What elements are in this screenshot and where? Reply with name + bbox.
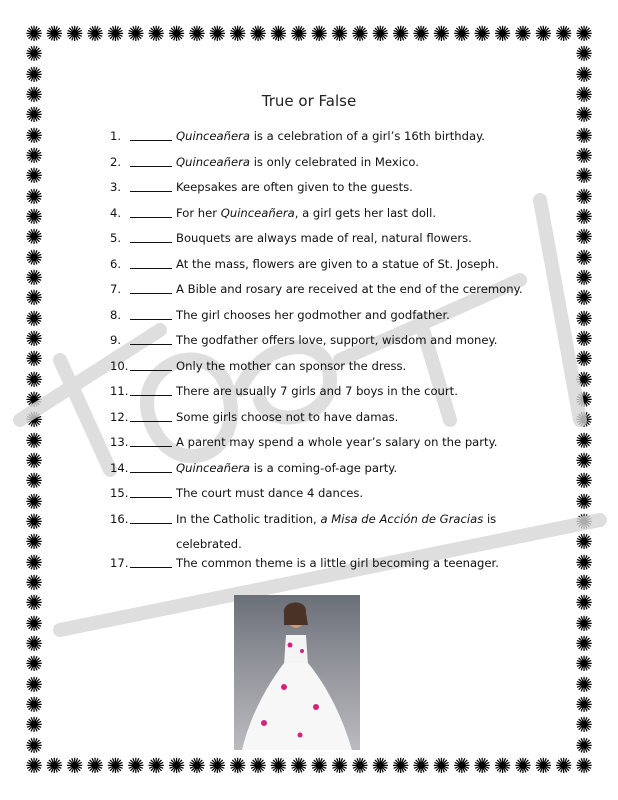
question-list — [110, 128, 523, 580]
answer-blank[interactable] — [130, 383, 172, 396]
flower-icon: ✺ — [575, 713, 593, 738]
answer-blank[interactable] — [130, 307, 172, 320]
question-item — [110, 460, 510, 486]
question-number: 12. — [110, 409, 129, 424]
flower-icon: ✺ — [25, 266, 43, 290]
flower-icon: ✺ — [432, 754, 451, 778]
answer-blank[interactable] — [130, 358, 172, 371]
text-segment: A parent may spend a whole year’s salary on the party. — [176, 435, 498, 449]
flower-icon: ✺ — [330, 754, 349, 778]
flower-icon: ✺ — [45, 754, 64, 778]
answer-blank[interactable] — [130, 332, 172, 345]
flower-icon: ✺ — [575, 388, 593, 412]
flower-icon: ✺ — [473, 22, 491, 46]
flower-icon: ✺ — [575, 42, 593, 67]
flower-icon: ✺ — [25, 408, 43, 433]
text-segment: In the Catholic tradition, — [176, 511, 321, 526]
flower-icon: ✺ — [208, 754, 227, 778]
question-item — [110, 555, 510, 581]
flower-icon: ✺ — [575, 347, 593, 372]
flower-icon: ✺ — [127, 22, 145, 46]
flower-icon: ✺ — [575, 449, 593, 473]
flower-icon: ✺ — [575, 123, 593, 148]
flower-icon: ✺ — [127, 754, 145, 778]
question-text — [176, 485, 363, 501]
text-segment: is a coming-of-age party. — [250, 460, 398, 475]
flower-icon: ✺ — [249, 754, 267, 778]
question-number: 14. — [110, 460, 129, 475]
question-item — [110, 128, 510, 154]
text-segment: Only the mother can sponsor the dress. — [176, 358, 407, 373]
flower-icon: ✺ — [25, 632, 43, 656]
flower-icon: ✺ — [25, 510, 43, 534]
flower-icon: ✺ — [575, 611, 593, 636]
flower-icon: ✺ — [575, 245, 593, 270]
flower-icon: ✺ — [575, 693, 593, 717]
question-item — [110, 332, 510, 358]
question-item — [110, 256, 510, 282]
question-text — [176, 205, 436, 221]
flower-icon: ✺ — [412, 22, 430, 46]
flower-icon: ✺ — [310, 22, 328, 46]
question-text — [176, 555, 499, 571]
flower-icon: ✺ — [575, 306, 593, 331]
question-text — [176, 281, 523, 297]
flower-icon: ✺ — [25, 611, 43, 636]
flower-icon: ✺ — [25, 83, 43, 107]
question-number: 7. — [110, 282, 122, 296]
flower-icon: ✺ — [575, 184, 593, 209]
flower-icon: ✺ — [575, 205, 593, 229]
flower-icon: ✺ — [25, 123, 43, 148]
text-segment: is only celebrated in Mexico. — [250, 154, 419, 169]
answer-blank[interactable] — [130, 434, 172, 447]
flower-icon: ✺ — [25, 22, 43, 46]
question-number: 9. — [110, 333, 122, 347]
flower-icon: ✺ — [106, 754, 125, 778]
answer-blank[interactable] — [130, 409, 172, 422]
answer-blank[interactable] — [130, 128, 172, 141]
flower-icon: ✺ — [25, 205, 43, 229]
flower-icon: ✺ — [575, 530, 593, 555]
flower-icon: ✺ — [25, 367, 43, 392]
question-text — [176, 128, 485, 144]
flower-icon: ✺ — [575, 367, 593, 392]
question-number: 13. — [110, 435, 129, 449]
flower-icon: ✺ — [575, 428, 593, 453]
text-segment: Bouquets are always made of real, natural flowers. — [176, 231, 472, 245]
flower-icon: ✺ — [290, 22, 308, 46]
flower-icon: ✺ — [228, 754, 247, 778]
flower-icon: ✺ — [188, 22, 206, 46]
flower-icon: ✺ — [147, 754, 166, 778]
flower-icon: ✺ — [575, 571, 593, 595]
flower-icon: ✺ — [575, 103, 593, 128]
question-item — [110, 230, 510, 256]
flower-icon: ✺ — [25, 693, 43, 717]
flower-icon: ✺ — [391, 754, 410, 778]
flower-icon: ✺ — [25, 733, 43, 758]
question-number: 2. — [110, 154, 122, 169]
answer-blank[interactable] — [130, 555, 172, 568]
flower-icon: ✺ — [25, 388, 43, 412]
italic-term: Quinceañera — [220, 205, 295, 220]
flower-icon: ✺ — [534, 754, 553, 778]
question-item — [110, 154, 510, 180]
flower-icon: ✺ — [25, 591, 43, 616]
question-text — [176, 154, 419, 170]
flower-icon: ✺ — [45, 22, 64, 46]
flower-icon: ✺ — [554, 22, 573, 46]
flower-icon: ✺ — [575, 144, 593, 168]
answer-blank[interactable] — [130, 460, 172, 473]
question-number: 8. — [110, 307, 122, 322]
flower-icon: ✺ — [351, 22, 369, 46]
italic-term: a Misa de Acción de Gracias — [320, 511, 484, 526]
question-number: 1. — [110, 129, 122, 143]
flower-icon: ✺ — [575, 733, 593, 758]
answer-blank[interactable] — [130, 205, 172, 218]
flower-icon: ✺ — [575, 510, 593, 534]
flower-icon: ✺ — [371, 754, 390, 778]
flower-icon: ✺ — [575, 632, 593, 656]
flower-icon: ✺ — [269, 22, 288, 46]
question-item — [110, 383, 510, 409]
flower-icon: ✺ — [249, 22, 267, 46]
question-item — [110, 205, 510, 231]
question-text — [176, 511, 496, 527]
text-segment: is — [483, 511, 497, 526]
flower-icon: ✺ — [25, 103, 43, 128]
italic-term: Quinceañera — [176, 460, 251, 475]
question-item — [110, 358, 510, 384]
flower-icon: ✺ — [25, 42, 43, 67]
flower-icon: ✺ — [575, 672, 593, 697]
question-number: 5. — [110, 231, 122, 245]
flower-icon: ✺ — [208, 22, 227, 46]
quinceanera-dress-photo — [234, 595, 360, 750]
page-title: True or False — [261, 92, 357, 110]
answer-blank[interactable] — [130, 179, 172, 192]
flower-icon: ✺ — [167, 22, 186, 46]
flower-icon: ✺ — [25, 184, 43, 209]
question-text — [176, 434, 498, 450]
question-text — [176, 383, 458, 399]
flower-icon: ✺ — [25, 550, 43, 575]
answer-blank[interactable] — [130, 281, 172, 294]
text-segment: There are usually 7 girls and 7 boys in the court. — [176, 384, 458, 398]
flower-icon: ✺ — [86, 22, 104, 46]
flower-icon: ✺ — [575, 22, 593, 46]
answer-blank[interactable] — [130, 154, 172, 167]
flower-icon: ✺ — [25, 672, 43, 697]
answer-blank[interactable] — [130, 256, 172, 269]
flower-icon: ✺ — [25, 489, 43, 514]
text-segment: The godfather offers love, support, wisdom and money. — [176, 333, 498, 347]
flower-icon: ✺ — [65, 22, 84, 46]
flower-icon: ✺ — [25, 327, 43, 351]
question-number: 4. — [110, 205, 122, 220]
flower-icon: ✺ — [25, 245, 43, 270]
question-item — [110, 179, 510, 205]
flower-icon: ✺ — [575, 164, 593, 189]
flower-icon: ✺ — [534, 22, 553, 46]
flower-icon: ✺ — [86, 754, 104, 778]
flower-icon: ✺ — [228, 22, 247, 46]
question-item — [110, 485, 510, 511]
flower-icon: ✺ — [575, 327, 593, 351]
text-segment: For her — [176, 205, 221, 220]
question-number: 10. — [110, 358, 129, 373]
flower-icon: ✺ — [188, 754, 206, 778]
flower-icon: ✺ — [493, 22, 512, 46]
flower-icon: ✺ — [575, 469, 593, 494]
text-segment: , a girl gets her last doll. — [294, 205, 437, 220]
question-number: 6. — [110, 256, 122, 271]
text-segment: The court must dance 4 dances. — [176, 486, 364, 500]
text-segment: The girl chooses her godmother and godfather. — [176, 307, 450, 322]
question-text — [176, 409, 398, 425]
flower-icon: ✺ — [290, 754, 308, 778]
flower-icon: ✺ — [330, 22, 349, 46]
answer-blank[interactable] — [130, 230, 172, 243]
answer-blank[interactable] — [130, 511, 172, 524]
flower-icon: ✺ — [514, 754, 532, 778]
flower-icon: ✺ — [65, 754, 84, 778]
flower-icon: ✺ — [575, 489, 593, 514]
flower-icon: ✺ — [575, 408, 593, 433]
flower-icon: ✺ — [575, 591, 593, 616]
question-item — [110, 409, 510, 435]
question-number: 3. — [110, 180, 122, 194]
flower-icon: ✺ — [432, 22, 451, 46]
flower-icon: ✺ — [25, 306, 43, 331]
flower-icon: ✺ — [25, 652, 43, 677]
flower-icon: ✺ — [575, 225, 593, 250]
flower-icon: ✺ — [25, 713, 43, 738]
question-text — [176, 307, 450, 323]
question-number: 16. — [110, 511, 129, 526]
question-item — [110, 281, 523, 307]
flower-icon: ✺ — [391, 22, 410, 46]
question-number: 15. — [110, 486, 129, 500]
question-text — [176, 256, 499, 272]
italic-term: Quinceañera — [176, 129, 251, 143]
text-segment: The common theme is a little girl becoming a teenager. — [176, 555, 499, 570]
question-text — [176, 179, 413, 195]
question-text — [176, 460, 397, 476]
flower-icon: ✺ — [167, 754, 186, 778]
question-number: 11. — [110, 384, 129, 398]
flower-icon: ✺ — [25, 286, 43, 311]
text-segment: Some girls choose not to have damas. — [176, 409, 399, 424]
flower-icon: ✺ — [25, 144, 43, 168]
answer-blank[interactable] — [130, 485, 172, 498]
flower-icon: ✺ — [351, 754, 369, 778]
question-text-continued: celebrated. — [176, 536, 242, 551]
flower-icon: ✺ — [25, 347, 43, 372]
text-segment: is a celebration of a girl’s 16th birthday. — [250, 129, 485, 143]
text-segment: Keepsakes are often given to the guests. — [176, 180, 413, 194]
flower-icon: ✺ — [514, 22, 532, 46]
flower-icon: ✺ — [575, 83, 593, 107]
flower-icon: ✺ — [575, 266, 593, 290]
flower-icon: ✺ — [25, 530, 43, 555]
flower-icon: ✺ — [493, 754, 512, 778]
italic-term: Quinceañera — [176, 154, 251, 169]
flower-icon: ✺ — [575, 754, 593, 778]
question-item — [110, 434, 510, 460]
flower-icon: ✺ — [25, 754, 43, 778]
text-segment: At the mass, flowers are given to a statue of St. Joseph. — [176, 256, 499, 271]
flower-icon: ✺ — [25, 62, 43, 87]
flower-icon: ✺ — [575, 286, 593, 311]
flower-icon: ✺ — [575, 652, 593, 677]
dress-figure-icon — [234, 595, 360, 750]
question-item — [110, 511, 510, 555]
flower-icon: ✺ — [25, 225, 43, 250]
question-text — [176, 358, 406, 374]
flower-icon: ✺ — [106, 22, 125, 46]
flower-icon: ✺ — [25, 164, 43, 189]
flower-icon: ✺ — [25, 428, 43, 453]
flower-icon: ✺ — [310, 754, 328, 778]
flower-icon: ✺ — [575, 62, 593, 87]
flower-icon: ✺ — [575, 550, 593, 575]
flower-icon: ✺ — [452, 754, 471, 778]
text-segment: A Bible and rosary are received at the end of the ceremony. — [176, 282, 523, 296]
flower-icon: ✺ — [25, 449, 43, 473]
flower-icon: ✺ — [473, 754, 491, 778]
flower-icon: ✺ — [371, 22, 390, 46]
question-text — [176, 230, 472, 246]
flower-icon: ✺ — [25, 469, 43, 494]
flower-icon: ✺ — [269, 754, 288, 778]
flower-icon: ✺ — [452, 22, 471, 46]
question-number: 17. — [110, 555, 129, 570]
flower-icon: ✺ — [412, 754, 430, 778]
question-text — [176, 332, 497, 348]
flower-icon: ✺ — [147, 22, 166, 46]
flower-icon: ✺ — [554, 754, 573, 778]
flower-icon: ✺ — [25, 571, 43, 595]
question-item — [110, 307, 510, 333]
